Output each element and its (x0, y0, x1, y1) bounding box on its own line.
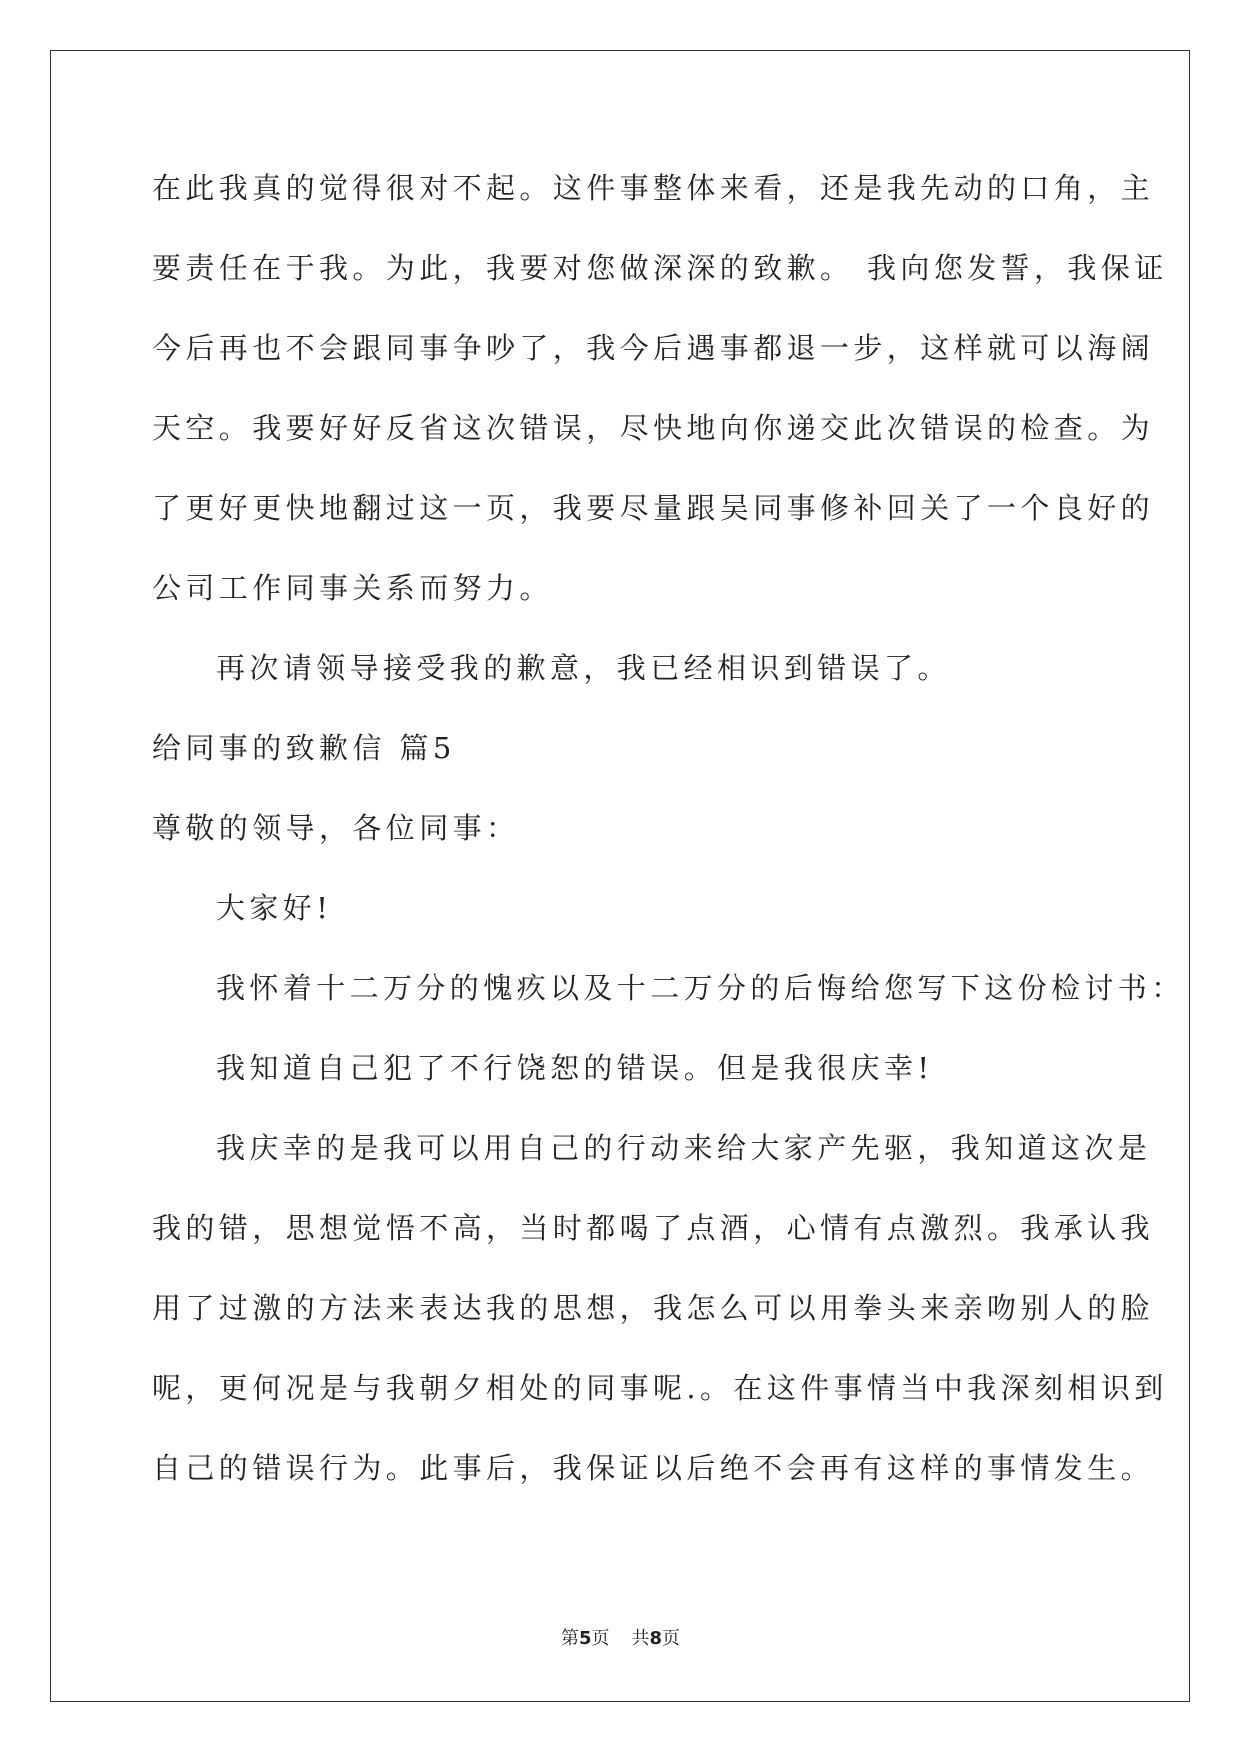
section-heading: 给同事的致歉信 篇5 (152, 731, 456, 765)
paragraph-line: 我知道自己犯了不行饶恕的错误。但是我很庆幸! (216, 1051, 934, 1085)
paragraph-line: 我的错，思想觉悟不高，当时都喝了点酒，心情有点激烈。我承认我 (152, 1211, 1155, 1245)
greeting: 大家好! (216, 891, 333, 925)
paragraph-line: 我怀着十二万分的愧疚以及十二万分的后悔给您写下这份检讨书： (216, 971, 1185, 1005)
paragraph-line: 再次请领导接受我的歉意，我已经相识到错误了。 (216, 651, 951, 685)
paragraph-line: 天空。我要好好反省这次错误，尽快地向你递交此次错误的检查。为 (152, 411, 1155, 445)
page-suffix: 页 (591, 1628, 610, 1649)
page-prefix: 第 (560, 1628, 579, 1649)
paragraph-line: 我庆幸的是我可以用自己的行动来给大家产先驱，我知道这次是 (216, 1131, 1152, 1165)
paragraph-line: 自己的错误行为。此事后，我保证以后绝不会再有这样的事情发生。 (152, 1451, 1155, 1485)
paragraph-line: 今后再也不会跟同事争吵了，我今后遇事都退一步，这样就可以海阔 (152, 331, 1155, 365)
paragraph-line: 呢，更何况是与我朝夕相处的同事呢.。在这件事情当中我深刻相识到 (152, 1371, 1168, 1405)
total-prefix: 共 (631, 1628, 650, 1649)
page-footer (0, 1627, 1241, 1651)
total-pages: 8 (649, 1628, 663, 1649)
salutation: 尊敬的领导，各位同事： (152, 811, 520, 845)
paragraph-line: 要责任在于我。为此，我要对您做深深的致歉。 我向您发誓，我保证 (152, 251, 1168, 285)
total-suffix: 页 (662, 1628, 681, 1649)
paragraph-line: 在此我真的觉得很对不起。这件事整体来看，还是我先动的口角，主 (152, 171, 1155, 205)
page-number: 5 (578, 1628, 592, 1649)
paragraph-line: 用了过激的方法来表达我的思想，我怎么可以用拳头来亲吻别人的脸 (152, 1291, 1155, 1325)
paragraph-line: 了更好更快地翻过这一页，我要尽量跟吴同事修补回关了一个良好的 (152, 491, 1155, 525)
paragraph-line: 公司工作同事关系而努力。 (152, 571, 553, 605)
